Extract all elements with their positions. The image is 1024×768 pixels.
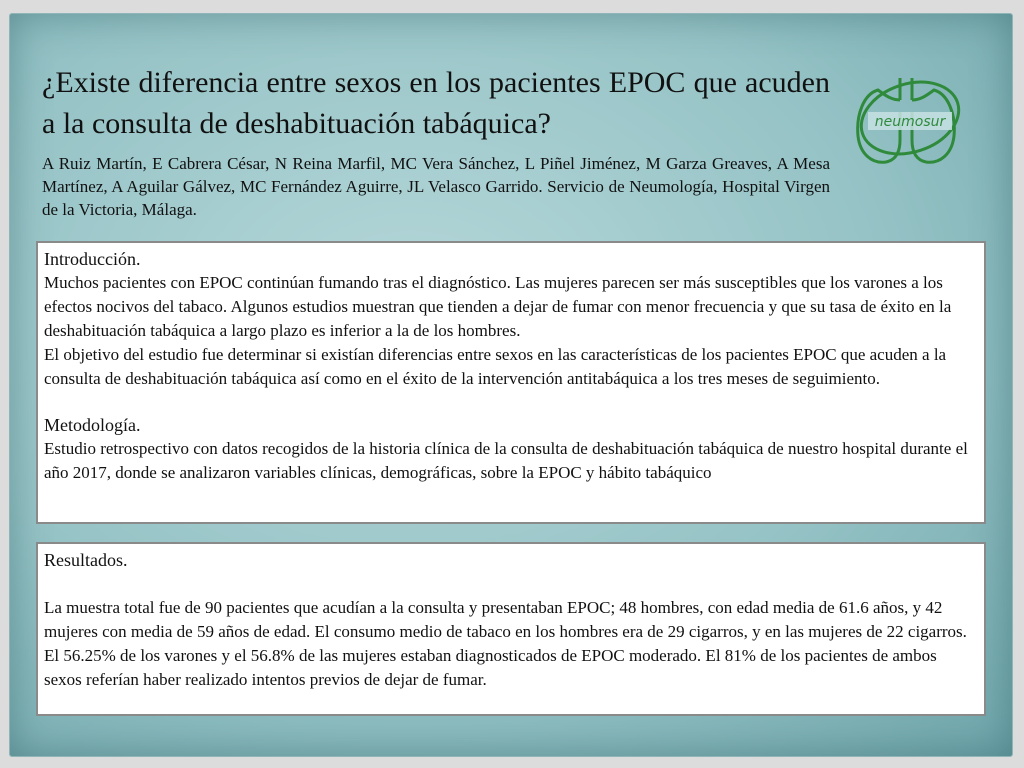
lungs-logo-icon xyxy=(852,74,962,170)
logo-text: neumosur xyxy=(874,114,946,130)
intro-paragraph-1: Muchos pacientes con EPOC continúan fumando tras el diagnóstico. Las mujeres parecen ser más susceptibles que los varones a los efectos nocivos del tabaco. Algunos estudios muestran que tienden a dejar de fumar con menor frecuencia y que su tasa de éxito en la deshabituación tabáquica a largo plazo es inferior a la de los hombres. xyxy=(44,273,952,340)
poster-authors: A Ruiz Martín, E Cabrera César, N Reina Marfil, MC Vera Sánchez, L Piñel Jiménez, M Garza Greaves, A Mesa Martínez, A Aguilar Gálvez, MC Fernández Aguirre, JL Velasco Garrido. Servicio de Neumología, Hospital Virgen de la Victoria, Málaga. xyxy=(42,154,830,219)
intro-paragraph-2: El objetivo del estudio fue determinar si existían diferencias entre sexos en las características de los pacientes EPOC que acuden a la consulta de deshabituación tabáquica así como en el éxito de la intervención antitabáquica a los tres meses de seguimiento. xyxy=(44,345,947,388)
poster-title: ¿Existe diferencia entre sexos en los pacientes EPOC que acuden a la consulta de deshabituación tabáquica? xyxy=(42,66,830,140)
results-heading: Resultados. xyxy=(44,550,128,570)
intro-heading: Introducción. xyxy=(44,249,141,269)
methods-paragraph: Estudio retrospectivo con datos recogidos de la historia clínica de la consulta de deshabituación tabáquica de nuestro hospital durante el año 2017, donde se analizaron variables clínicas, demográficas, sobre la EPOC y hábito tabáquico xyxy=(44,439,968,482)
intro-methods-panel xyxy=(36,241,986,524)
results-paragraph: La muestra total fue de 90 pacientes que acudían a la consulta y presentaban EPOC; 48 hombres, con edad media de 61.6 años, y 42 mujeres con media de 59 años de edad. El consumo medio de tabaco en los hombres era de 29 cigarros, y en las mujeres de 22 cigarros. El 56.25% de los varones y el 56.8% de las mujeres estaban diagnosticados de EPOC moderado. El 81% de los pacientes de ambos sexos referían haber realizado intentos previos de dejar de fumar. xyxy=(44,598,967,689)
spacer xyxy=(44,572,978,596)
results-panel xyxy=(36,542,986,716)
methods-heading: Metodología. xyxy=(44,415,141,435)
spacer xyxy=(44,391,978,413)
